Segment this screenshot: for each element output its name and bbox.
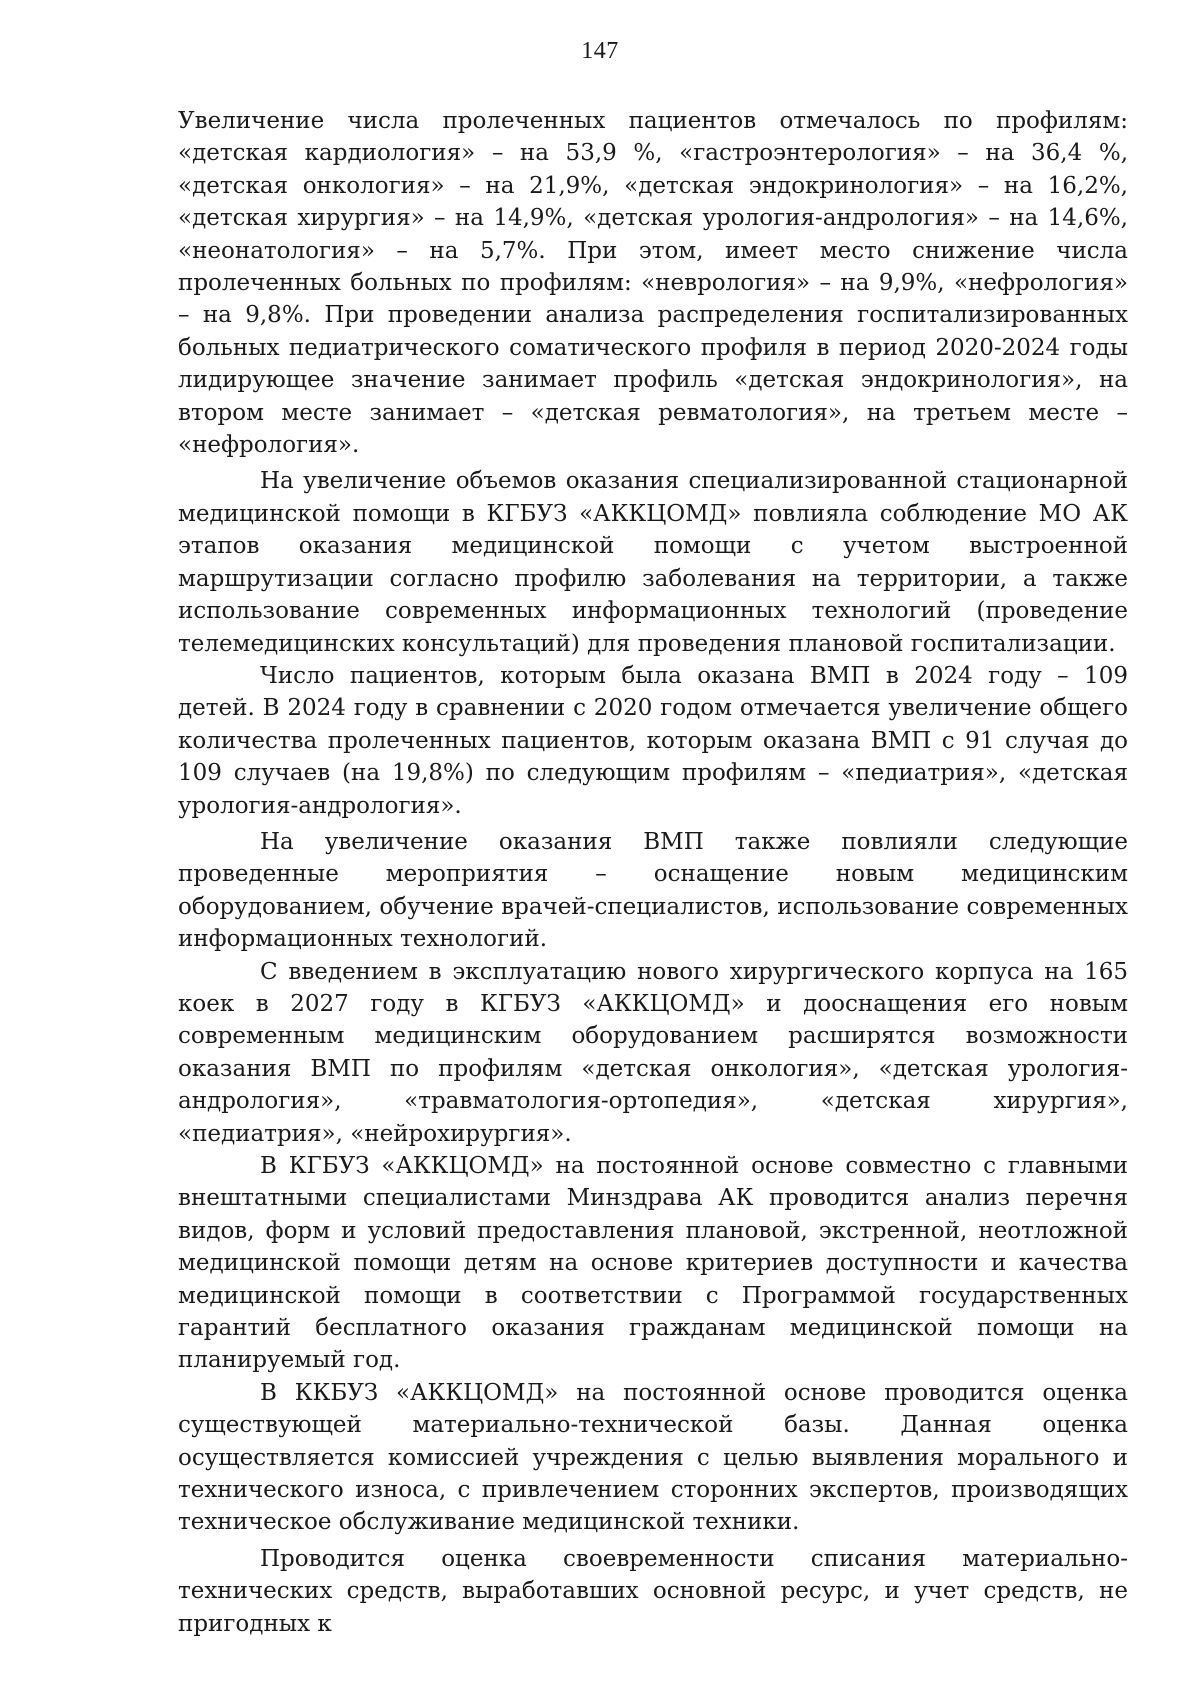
paragraph-profiles-growth: Увеличение числа пролеченных пациентов отмечалось по профилям: «детская кардиология» – на 53,9 %, «гастроэнтерология» – на 36,4 %, «детская онкология» – на 21,9%, «детская эндокринология» – на 16,2%, «детская хирургия» – на 14,9%, «детская урология-андрология» – на 14,6%, «неонатология» – на 5,7%. При этом, имеет место снижение числа пролеченных больных по профилям: «неврология» – на 9,9%, «нефрология» – на 9,8%. При проведении анализа распределения госпитализированных больных педиатрического соматического профиля в период 2020-2024 годы лидирующее значение занимает профиль «детская эндокринология», на втором месте занимает – «детская ревматология», на третьем месте – «нефрология». <box>178 108 1128 459</box>
paragraph-specialized-care: На увеличение объемов оказания специализированной стационарной медицинской помощи в КГБУЗ «АККЦОМД» повлияла соблюдение МО АК этапов оказания медицинской помощи с учетом выстроенной маршрутизации согласно профилю заболевания на территории, а также использование современных информационных технологий (проведение телемедицинских консультаций) для проведения плановой госпитализации. <box>178 468 1128 657</box>
paragraph-surgical-building: С введением в эксплуатацию нового хирургического корпуса на 165 коек в 2027 году в КГБУЗ «АККЦОМД» и дооснащения его новым современным медицинским оборудованием расширятся возможности оказания ВМП по профилям «детская онкология», «детская урология-андрология», «травматология-ортопедия», «детская хирургия», «педиатрия», «нейрохирургия». <box>178 958 1128 1147</box>
page-body <box>178 105 1128 1640</box>
page-number: 147 <box>581 38 619 64</box>
paragraph-write-off: Проводится оценка своевременности списания материально-технических средств, выработавших основной ресурс, и учет средств, не пригодных к <box>178 1545 1128 1637</box>
paragraph-material-base: В ККБУЗ «АККЦОМД» на постоянной основе проводится оценка существующей материально-технической базы. Данная оценка осуществляется комиссией учреждения с целью выявления морального и технического износа, с привлечением сторонних экспертов, производящих техническое обслуживание медицинской техники. <box>178 1379 1128 1536</box>
paragraph-vmp-measures: На увеличение оказания ВМП также повлияли следующие проведенные мероприятия – оснащение новым медицинским оборудованием, обучение врачей-специалистов, использование современных информационных технологий. <box>178 828 1128 953</box>
paragraph-vmp-patients: Число пациентов, которым была оказана ВМП в 2024 году – 109 детей. В 2024 году в сравнении с 2020 годом отмечается увеличение общего количества пролеченных пациентов, которым оказана ВМП с 91 случая до 109 случаев (на 19,8%) по следующим профилям – «педиатрия», «детская урология-андрология». <box>178 662 1128 819</box>
paragraph-analysis-care-types: В КГБУЗ «АККЦОМД» на постоянной основе совместно с главными внештатными специалистами Минздрава АК проводится анализ перечня видов, форм и условий предоставления плановой, экстренной, неотложной медицинской помощи детям на основе критериев доступности и качества медицинской помощи в соответствии с Программой государственных гарантий бесплатного оказания гражданам медицинской помощи на планируемый год. <box>178 1153 1128 1374</box>
